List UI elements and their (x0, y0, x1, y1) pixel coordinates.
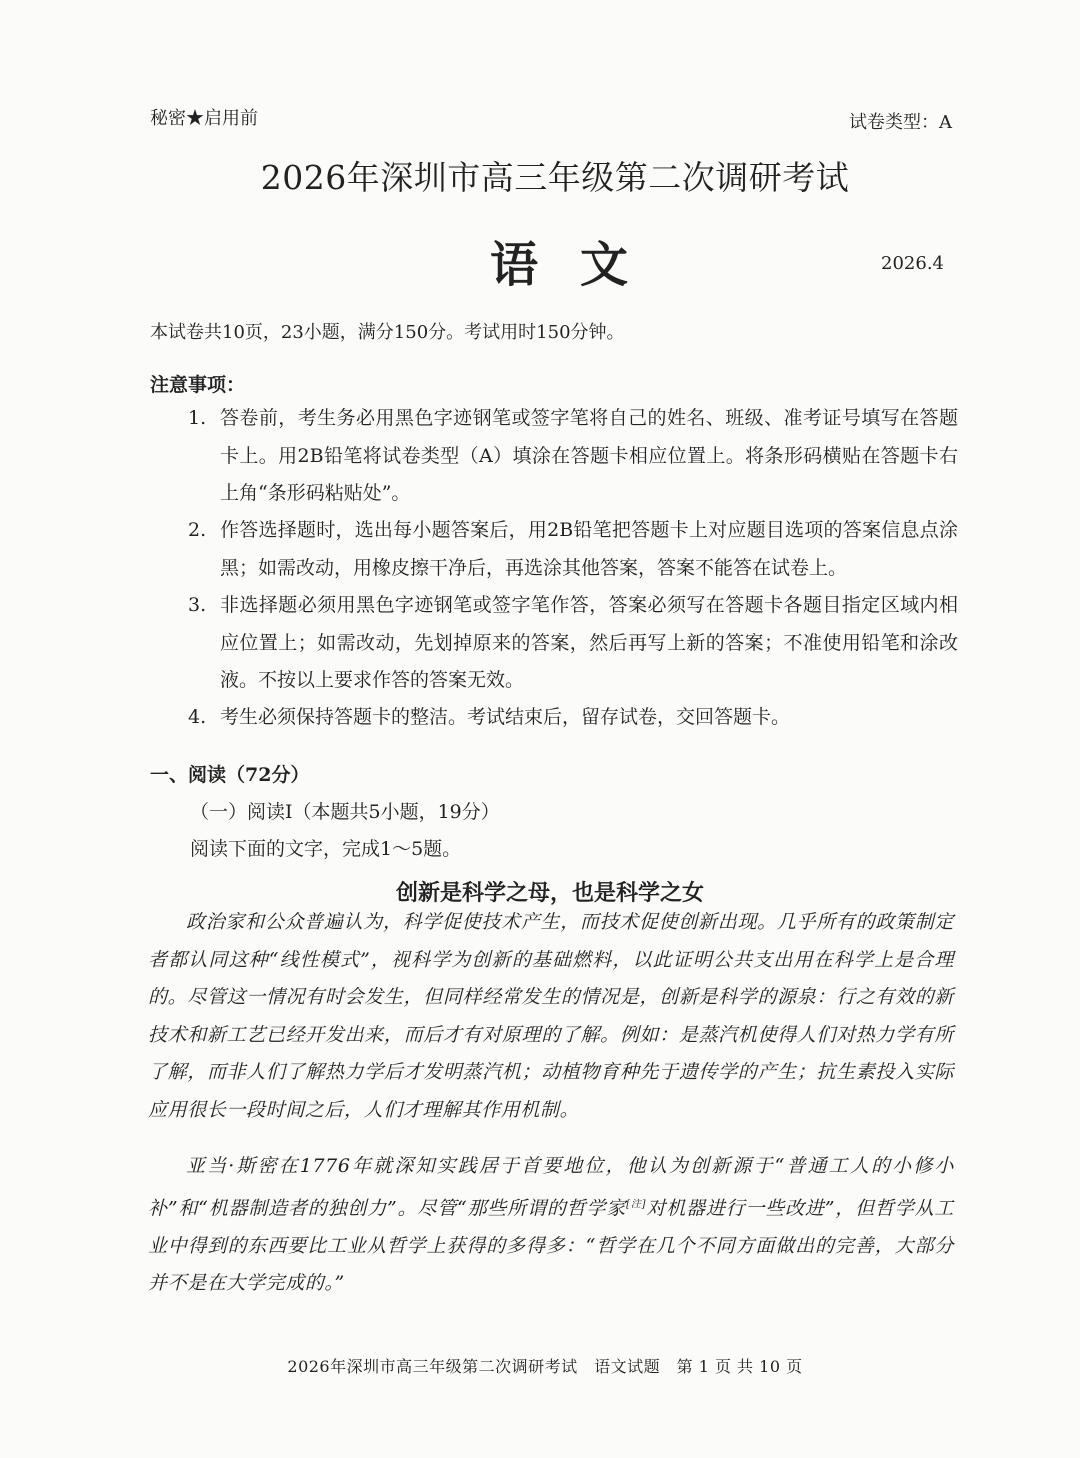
exam-title: 2026年深圳市高三年级第二次调研考试 (260, 158, 850, 197)
paper-type-label: 试卷类型：A (849, 112, 952, 133)
notice-item-number: 4. (188, 706, 207, 728)
notice-item-text: 作答选择题时，选出每小题答案后，用2B铅笔把答题卡上对应题目选项的答案信息点涂黑；如需改动，用橡皮擦干净后，再选涂其他答案，答案不能答在试卷上。 (220, 519, 958, 579)
reading-instruction: 阅读下面的文字，完成1～5题。 (190, 838, 462, 860)
secrecy-label: 秘密★启用前 (150, 108, 258, 129)
subject-title: 语文 (490, 237, 671, 293)
paragraph-text: 对机器进行一些改进”，但哲学从工业中得到的东西要比工业从哲学上获得的多得多：“哲学在几个不同方面做出的完善，大部分并不是在大学完成的。” (148, 1196, 954, 1295)
notice-item-number: 1. (188, 407, 207, 429)
notice-item-number: 2. (188, 519, 207, 541)
notice-item (188, 699, 958, 737)
notice-item (188, 400, 958, 513)
page-footer: 2026年深圳市高三年级第二次调研考试 语文试题 第 1 页 共 10 页 (287, 1357, 803, 1376)
notice-heading: 注意事项： (150, 374, 246, 396)
exam-date: 2026.4 (881, 253, 944, 274)
notice-item-text: 答卷前，考生务必用黑色字迹钢笔或签字笔将自己的姓名、班级、准考证号填写在答题卡上。用2B铅笔将试卷类型（A）填涂在答题卡相应位置上。将条形码横贴在答题卡右上角“条形码粘贴处”。 (220, 407, 958, 504)
notice-item (188, 512, 958, 587)
exam-intro: 本试卷共10页，23小题，满分150分。考试用时150分钟。 (150, 322, 625, 343)
section-heading: 一、阅读（72分） (150, 764, 310, 786)
article-paragraph-2 (148, 1148, 954, 1303)
article-title: 创新是科学之母，也是科学之女 (395, 880, 704, 906)
footnote-marker: [注] (626, 1198, 647, 1210)
notice-item-text: 考生必须保持答题卡的整洁。考试结束后，留存试卷，交回答题卡。 (220, 706, 791, 728)
notice-item (188, 587, 958, 700)
article-paragraph-1: 政治家和公众普遍认为，科学促使技术产生，而技术促使创新出现。几乎所有的政策制定者都认同这种“线性模式”，视科学为创新的基础燃料，以此证明公共支出用在科学上是合理的。尽管这一情况有时会发生，但同样经常发生的情况是，创新是科学的源泉：行之有效的新技术和新工艺已经开发出来，而后才有对原理的了解。例如：是蒸汽机使得人们对热力学有所了解，而非人们了解热力学后才发明蒸汽机；动植物育种先于遗传学的产生；抗生素投入实际应用很长一段时间之后，人们才理解其作用机制。 (148, 911, 954, 1121)
subsection-heading: （一）阅读Ⅰ（本题共5小题，19分） (190, 801, 500, 823)
paragraph-text: 亚当·斯密在1776年就深知实践居于首要地位，他认为创新源于“普通工人的小修小补”和“机器制造者的独创力”。尽管“那些所谓的哲学家 (148, 1155, 954, 1219)
notice-item-number: 3. (188, 594, 207, 616)
notice-item-text: 非选择题必须用黑色字迹钢笔或签字笔作答，答案必须写在答题卡各题目指定区域内相应位置上；如需改动，先划掉原来的答案，然后再写上新的答案；不准使用铅笔和涂改液。不按以上要求作答的答案无效。 (220, 594, 958, 691)
